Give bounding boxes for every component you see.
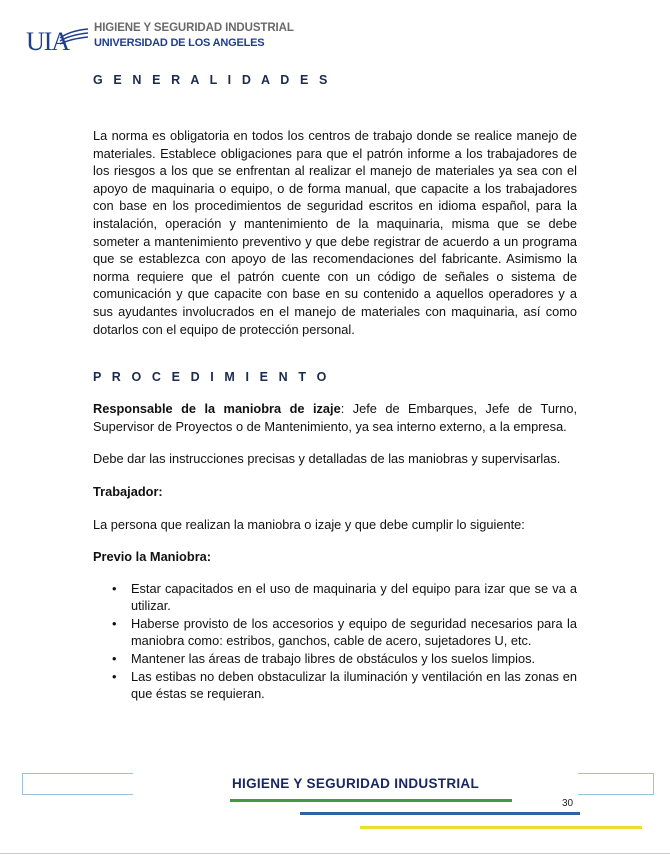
- section-title-generalidades: G E N E R A L I D A D E S: [93, 73, 331, 87]
- bullet-icon: •: [112, 651, 117, 667]
- page-number: 30: [562, 798, 574, 809]
- list-item: [112, 580, 577, 615]
- page-bottom-divider: [0, 853, 670, 854]
- footer-yellow-line: [360, 826, 642, 829]
- bullet-icon: •: [112, 668, 117, 684]
- generalidades-paragraph: La norma es obligatoria en todos los centros de trabajo donde se realice manejo de materiales. Establece obligaciones para que el patrón informe a los trabajadores de los riesgos a los que se enfrentan al realizar el manejo de materiales ya sea con el apoyo de maquinaria o equipo, o de forma manual, que capacite a los trabajadores con base en los procedimientos de seguridad escritos en idioma español, para la instalación, operación y mantenimiento de la maquinaria, misma que se debe someter a mantenimiento preventivo y que debe registrar de acuerdo a un programa que se establezca con apoyo de las recomendaciones del fabricante. Asimismo la norma requiere que el patrón cuente con un código de señales o sistema de comunicación y que capacite con base en su contenido a aquellos operadores y a sus ayudantes involucrados en el manejo de materiales con maquinaria, así como dotarlos con el equipo de protección personal.: [93, 128, 577, 337]
- section-title-procedimiento: P R O C E D I M I E N T O: [93, 370, 331, 385]
- bullet-icon: •: [112, 580, 117, 596]
- responsable-text: : Jefe de Embarques, Jefe de Turno, Supervisor de Proyectos o de Mantenimiento, ya sea interno externo, a la empresa.: [93, 401, 578, 434]
- footer-title: HIGIENE Y SEGURIDAD INDUSTRIAL: [231, 776, 480, 791]
- list-item-text: Mantener las áreas de trabajo libres de obstáculos y los suelos limpios.: [131, 651, 536, 667]
- uia-logo-text: UIA: [26, 27, 70, 56]
- header-title: HIGIENE Y SEGURIDAD INDUSTRIAL: [94, 22, 294, 34]
- bullet-icon: •: [112, 615, 117, 631]
- document-header: [22, 16, 342, 56]
- uia-logo: [26, 20, 90, 56]
- responsable-label: Responsable de la maniobra de izaje: [93, 401, 341, 417]
- instructions-paragraph: Debe dar las instrucciones precisas y detalladas de las maniobras y supervisarlas.: [93, 451, 561, 467]
- previo-maniobra-label: Previo la Maniobra:: [93, 549, 212, 565]
- trabajador-paragraph: La persona que realizan la maniobra o izaje y que debe cumplir lo siguiente:: [93, 516, 525, 532]
- responsable-paragraph: [93, 400, 577, 435]
- document-body: [93, 73, 577, 703]
- requirements-list: [93, 580, 577, 703]
- list-item-text: Las estibas no deben obstaculizar la iluminación y ventilación en las zonas en que éstas se requieran.: [131, 668, 577, 702]
- list-item: [112, 650, 577, 668]
- header-subtitle: UNIVERSIDAD DE LOS ANGELES: [94, 37, 265, 49]
- list-item: [112, 615, 577, 650]
- trabajador-label: Trabajador:: [93, 483, 163, 499]
- list-item-text: Estar capacitados en el uso de maquinaria y del equipo para izar que se va a utilizar.: [131, 580, 577, 614]
- list-item-text: Haberse provisto de los accesorios y equipo de seguridad necesarios para la maniobra como: estribos, ganchos, cable de acero, sujetadores U, etc.: [131, 615, 577, 649]
- footer-green-line: [230, 799, 512, 802]
- footer-blue-line: [300, 812, 580, 815]
- list-item: [112, 668, 577, 703]
